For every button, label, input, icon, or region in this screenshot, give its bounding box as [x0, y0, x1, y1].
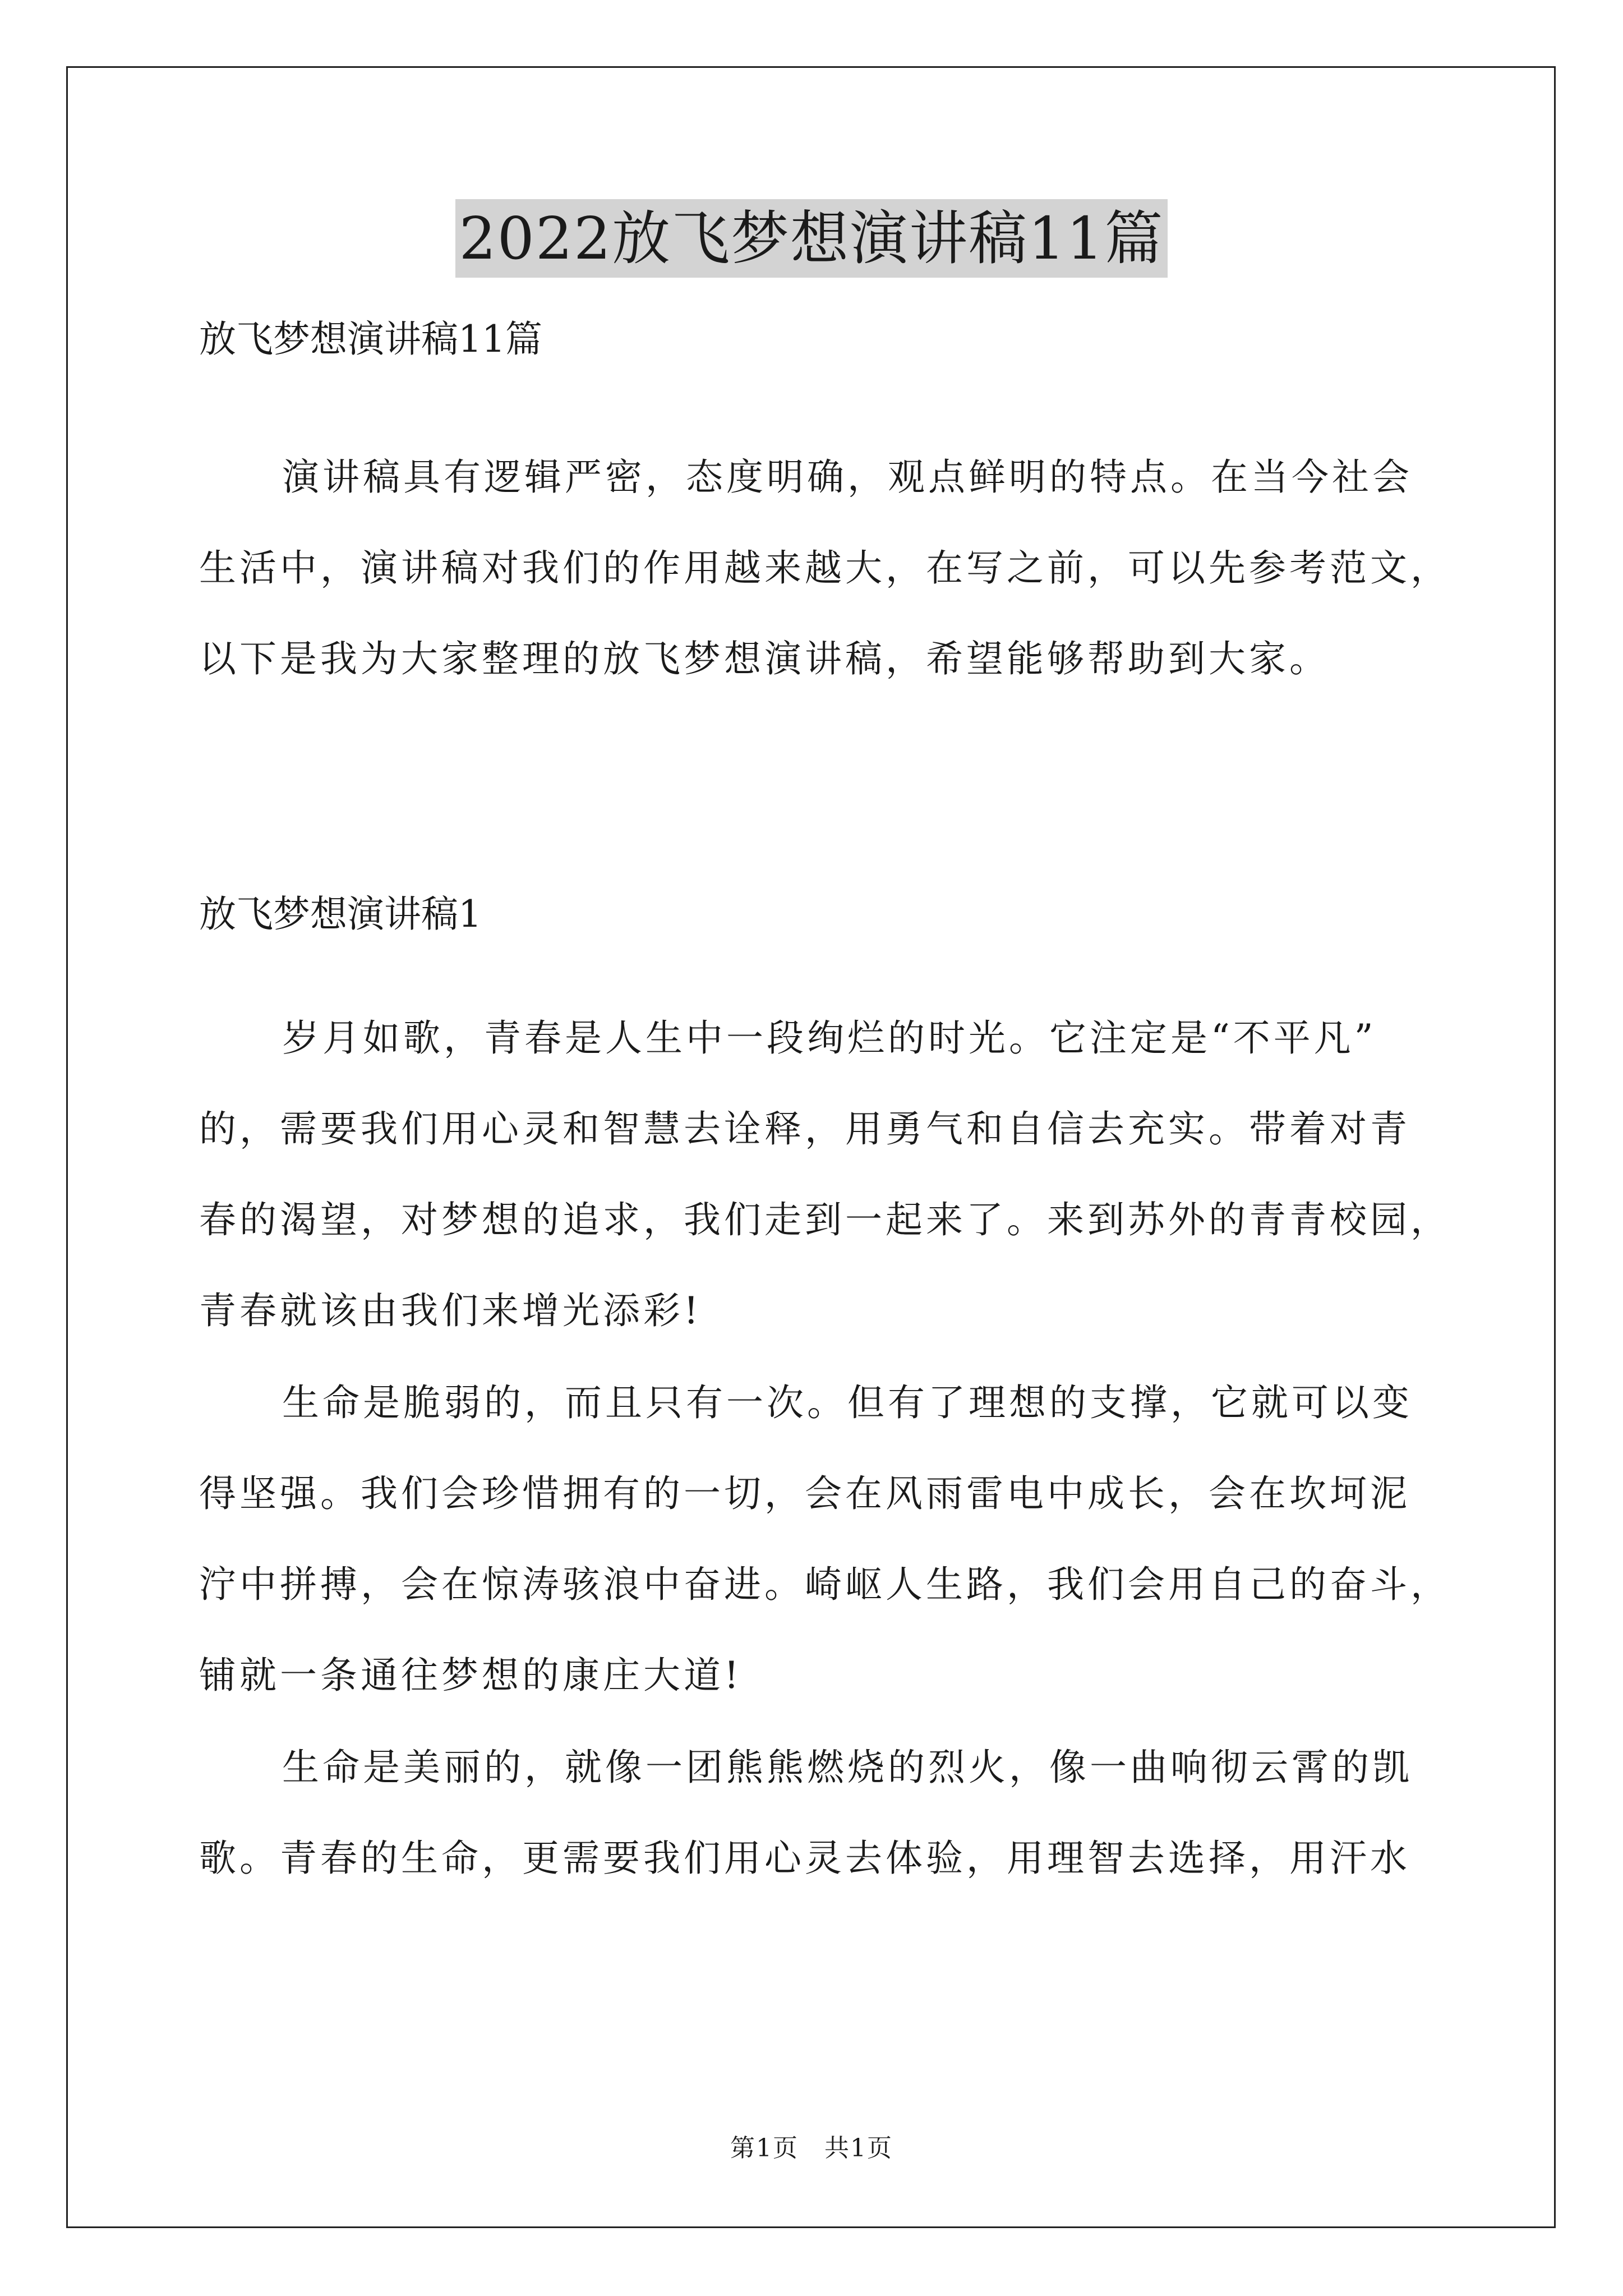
- paragraph-line: 生命是美丽的，就像一团熊熊燃烧的烈火，像一曲响彻云霄的凯: [282, 1746, 1413, 1789]
- paragraph-line: 铺就一条通往梦想的康庄大道!: [199, 1654, 743, 1697]
- paragraph-line: 青春就该由我们来增光添彩!: [199, 1289, 702, 1332]
- paragraph-line: 生活中，演讲稿对我们的作用越来越大，在写之前，可以先参考范文，: [199, 546, 1451, 590]
- title-container: [0, 199, 1623, 278]
- paragraph-line: 得坚强。我们会珍惜拥有的一切，会在风雨雷电中成长，会在坎坷泥: [199, 1472, 1410, 1515]
- intro-paragraph: [199, 432, 1455, 705]
- paragraph-line: 生命是脆弱的，而且只有一次。但有了理想的支撑，它就可以变: [282, 1381, 1413, 1424]
- paragraph-2: [199, 1358, 1455, 1721]
- paragraph-3: [199, 1722, 1455, 1904]
- document-subtitle: 放飞梦想演讲稿11篇: [199, 318, 542, 361]
- paragraph-1: [199, 993, 1455, 1356]
- page-footer: 第1页 共1页: [730, 2134, 893, 2162]
- section-heading: 放飞梦想演讲稿1: [199, 892, 482, 936]
- paragraph-line: 春的渴望，对梦想的追求，我们走到一起来了。来到苏外的青青校园，: [199, 1198, 1451, 1241]
- document-title: 2022放飞梦想演讲稿11篇: [455, 199, 1167, 278]
- paragraph-line: 歌。青春的生命，更需要我们用心灵去体验，用理智去选择，用汗水: [199, 1837, 1410, 1880]
- paragraph-line: 演讲稿具有逻辑严密，态度明确，观点鲜明的特点。在当今社会: [282, 455, 1413, 499]
- paragraph-line: 的，需要我们用心灵和智慧去诠释，用勇气和自信去充实。带着对青: [199, 1107, 1410, 1151]
- paragraph-line: 泞中拼搏，会在惊涛骇浪中奋进。崎岖人生路，我们会用自己的奋斗，: [199, 1563, 1451, 1606]
- paragraph-line: 以下是我为大家整理的放飞梦想演讲稿，希望能够帮助到大家。: [199, 637, 1330, 680]
- paragraph-line: 岁月如歌，青春是人生中一段绚烂的时光。它注定是“不平凡”: [282, 1016, 1377, 1060]
